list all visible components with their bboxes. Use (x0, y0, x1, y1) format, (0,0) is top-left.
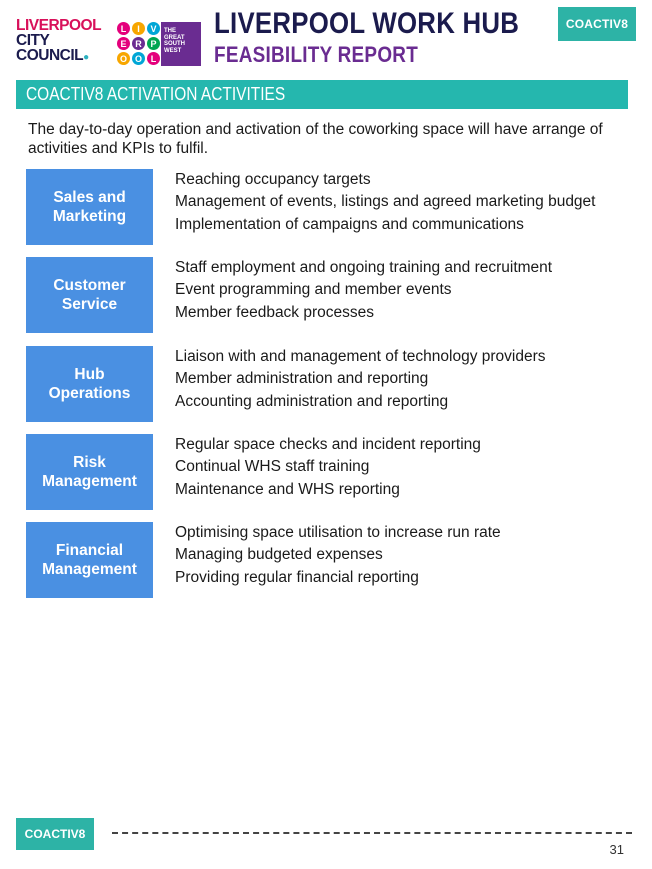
city-logo-letter: E (117, 37, 130, 50)
page-number: 31 (609, 842, 624, 857)
intro-paragraph: The day-to-day operation and activation of the coworking space will have arrange of activities and KPIs to fulfil. (28, 121, 603, 157)
category-label-line1: Financial (55, 542, 124, 559)
category-label-line2: Operations (48, 385, 131, 402)
city-logo-letter: I (132, 22, 145, 35)
activity-item: Event programming and member events (175, 281, 452, 299)
activity-item-list (175, 169, 595, 236)
activity-item: Regular space checks and incident reporting (175, 436, 481, 453)
activity-row-risk-management (0, 434, 652, 512)
section-heading-bar (16, 80, 628, 109)
city-logo-letter: O (132, 52, 145, 65)
activity-item-list (175, 257, 552, 324)
logo-dot-icon: ● (83, 52, 89, 63)
activity-item: Implementation of campaigns and communications (175, 215, 524, 233)
city-letter-grid (117, 22, 161, 66)
activity-item: Management of events, listings and agreed marketing budget (175, 193, 596, 211)
section-heading: COACTIV8 ACTIVATION ACTIVITIES (26, 84, 286, 104)
activity-item: Accounting administration and reporting (175, 392, 449, 410)
activity-item: Providing regular financial reporting (175, 568, 419, 586)
city-logo-letter: O (117, 52, 130, 65)
activity-item: Maintenance and WHS reporting (175, 480, 400, 498)
coactiv8-footer-badge: COACTIV8 (16, 818, 94, 850)
great-south-west-badge: THE GREAT SOUTH WEST (161, 22, 201, 66)
category-label-line1: Customer (53, 277, 126, 294)
activity-item: Member feedback processes (175, 303, 375, 321)
activity-category-box (26, 346, 153, 422)
city-logo-letter: L (147, 52, 160, 65)
activity-category-box (26, 434, 153, 510)
activity-item: Continual WHS staff training (175, 458, 370, 476)
category-label-line1: Sales and (53, 189, 126, 206)
logo-line-city: CITY (16, 32, 50, 49)
city-logo-letter: L (117, 22, 130, 35)
activity-row-customer-service (0, 257, 652, 335)
activity-item: Reaching occupancy targets (175, 171, 371, 188)
logo-line-liverpool: LIVERPOOL (16, 17, 102, 34)
activity-row-hub-operations (0, 346, 652, 424)
page-subtitle: FEASIBILITY REPORT (214, 42, 419, 67)
activity-item: Optimising space utilisation to increase run rate (175, 524, 501, 541)
activity-row-sales-marketing (0, 169, 652, 247)
city-brand-logo (117, 22, 201, 66)
category-label-line1: Hub (74, 366, 105, 383)
activity-category-box (26, 257, 153, 333)
category-label-line2: Management (42, 473, 137, 490)
page-title: LIVERPOOL WORK HUB (214, 7, 520, 40)
category-label-line2: Management (42, 561, 137, 578)
activity-item-list (175, 522, 501, 589)
activity-item: Staff employment and ongoing training and recruitment (175, 259, 553, 276)
activity-row-financial-management (0, 522, 652, 600)
activity-item: Liaison with and management of technology providers (175, 348, 546, 365)
city-logo-letter: P (147, 37, 160, 50)
activity-item: Member administration and reporting (175, 370, 429, 388)
coactiv8-header-badge: COACTIV8 (558, 7, 636, 41)
city-logo-letter: R (132, 37, 145, 50)
liverpool-city-council-logo (16, 18, 108, 65)
category-label-line2: Service (61, 296, 118, 313)
city-logo-letter: V (147, 22, 160, 35)
footer-divider (112, 832, 632, 834)
category-label-line1: Risk (73, 454, 106, 471)
activity-item-list (175, 346, 546, 413)
activity-category-box (26, 169, 153, 245)
activity-item: Managing budgeted expenses (175, 546, 383, 564)
logo-line-council: COUNCIL (16, 47, 84, 64)
category-label-line2: Marketing (52, 208, 127, 225)
activity-category-box (26, 522, 153, 598)
activity-item-list (175, 434, 481, 501)
